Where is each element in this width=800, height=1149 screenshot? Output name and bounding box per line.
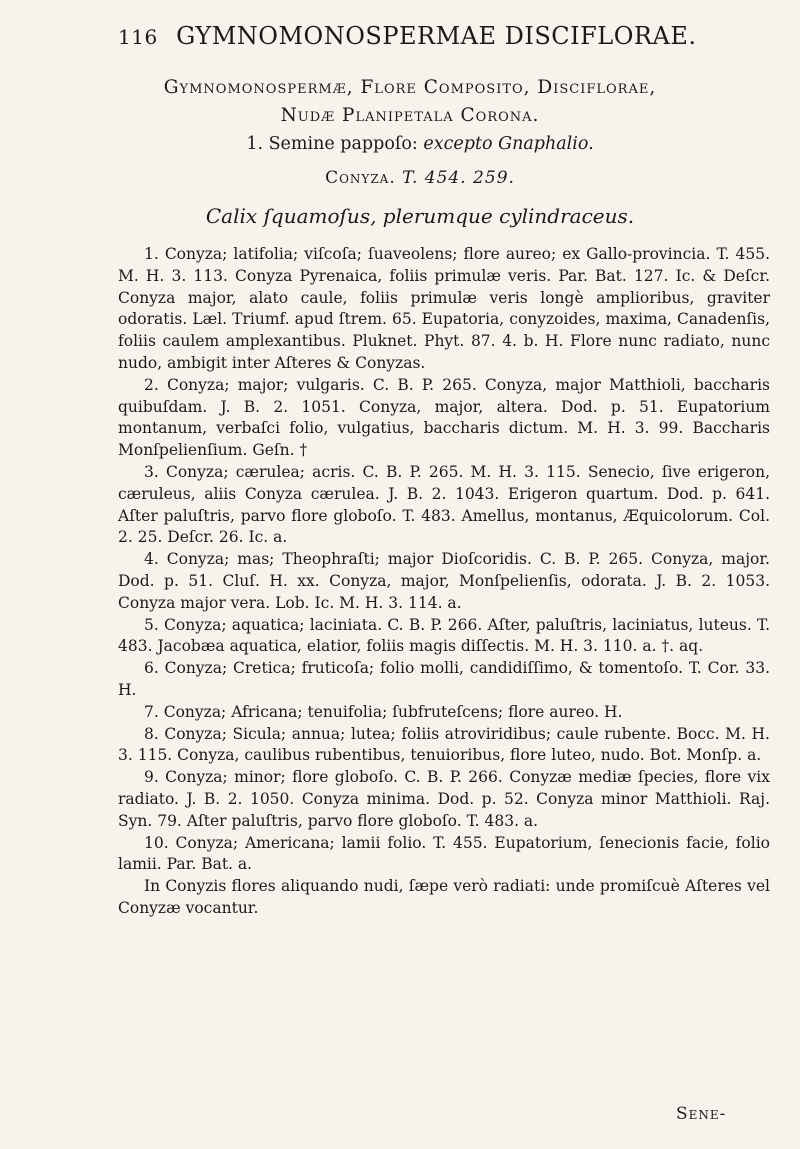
running-header — [118, 22, 758, 50]
section-title: Gymnomonospermæ, Flore Composito, Disciflorae, Nudæ Planipetala Corona. — [163, 77, 657, 126]
entry-1: 1. Conyza; latifolia; viſcoſa; ſuaveolens; flore aureo; ex Gallo-provincia. T. 455. M. H. 3. 113. Conyza Pyrenaica, foliis primulæ veris. Par. Bat. 127. Ic. & Deſcr. Conyza major, alato caule, foliis primulæ veris longè amplioribus, graviter odoratis. Læl. Triumf. apud ſtrem. 65. Eupatoria, conyzoides, maxima, Canadenſis, foliis caulem amplexantibus. Pluknet. Phyt. 87. 4. b. H. Flore nunc radiato, nunc nudo, ambigit inter Aſteres & Conyzas. — [118, 245, 770, 372]
entry-2: 2. Conyza; major; vulgaris. C. B. P. 265. Conyza, major Matthioli, baccharis quibuſdam. J. B. 2. 1051. Conyza, major, altera. Dod. p. 51. Eupatorium montanum, verbaſci folio, vulgatius, baccharis dictum. M. H. 3. 99. Baccharis Monſpelienſium. Geſn. † — [118, 375, 770, 460]
page-number: 116 — [118, 25, 158, 49]
entry-5: 5. Conyza; aquatica; laciniata. C. B. P. 266. Aſter, paluſtris, laciniatus, luteus. T. 483. Jacobæa aquatica, elatior, foliis magis diſſectis. M. H. 3. 110. a. †. aq. — [118, 615, 770, 656]
entry-4: 4. Conyza; mas; Theophraſti; major Dioſcoridis. C. B. P. 265. Conyza, major. Dod. p. 51. Cluſ. H. xx. Conyza, major, Monſpelienſis, odorata. J. B. 2. 1053. Conyza major vera. Lob. Ic. M. H. 3. 114. a. — [118, 550, 770, 612]
entry-6: 6. Conyza; Cretica; fruticoſa; folio molli, candidiſſimo, & tomentoſo. T. Cor. 33. H. — [118, 659, 770, 699]
genus-ref: T. 454. 259. — [402, 168, 515, 188]
running-title: GYMNOMONOSPERMAE DISCIFLORAE. — [176, 22, 697, 50]
subtitle-italic: excepto Gnaphalio. — [423, 134, 594, 154]
entry-3: 3. Conyza; cærulea; acris. C. B. P. 265. M. H. 3. 115. Senecio, ſive erigeron, cæruleus, aliis Conyza cærulea. J. B. 2. 1043. Erigeron quartum. Dod. p. 641. Aſter paluſtris, parvo flore globoſo. T. 483. Amellus, montanus, Æquicolorum. Col. 2. 25. Deſcr. 26. Ic. a. — [118, 462, 770, 547]
section-subtitle — [140, 134, 700, 154]
calix-description: Calix ſquamoſus, plerumque cylindraceus. — [205, 204, 635, 228]
entry-9: 9. Conyza; minor; flore globoſo. C. B. P. 266. Conyzæ mediæ ſpecies, flore vix radiato. J. B. 2. 1050. Conyza minima. Dod. p. 52. Conyza minor Matthioli. Raj. Syn. 79. Aſter paluſtris, parvo flore globoſo. T. 483. a. — [118, 768, 770, 830]
genus-heading — [150, 168, 690, 188]
closing-note: In Conyzis flores aliquando nudi, ſæpe verò radiati: unde promiſcuè Aſteres vel Conyzæ vocantur. — [118, 877, 770, 917]
genus-name: Conyza. — [325, 168, 396, 188]
subtitle-lead: 1. Semine pappoſo: — [246, 134, 418, 154]
catchword: Sene- — [676, 1104, 727, 1124]
entry-7: 7. Conyza; Africana; tenuifolia; ſubfruteſcens; flore aureo. H. — [144, 702, 623, 721]
entry-10: 10. Conyza; Americana; lamii folio. T. 455. Eupatorium, ſenecionis facie, folio lamii. Par. Bat. a. — [118, 833, 770, 874]
species-entries — [118, 244, 770, 920]
entry-8: 8. Conyza; Sicula; annua; lutea; foliis atroviridibus; caule rubente. Bocc. M. H. 3. 115. Conyza, caulibus rubentibus, tenuioribus, flore luteo, nudo. Bot. Monſp. a. — [118, 724, 770, 765]
